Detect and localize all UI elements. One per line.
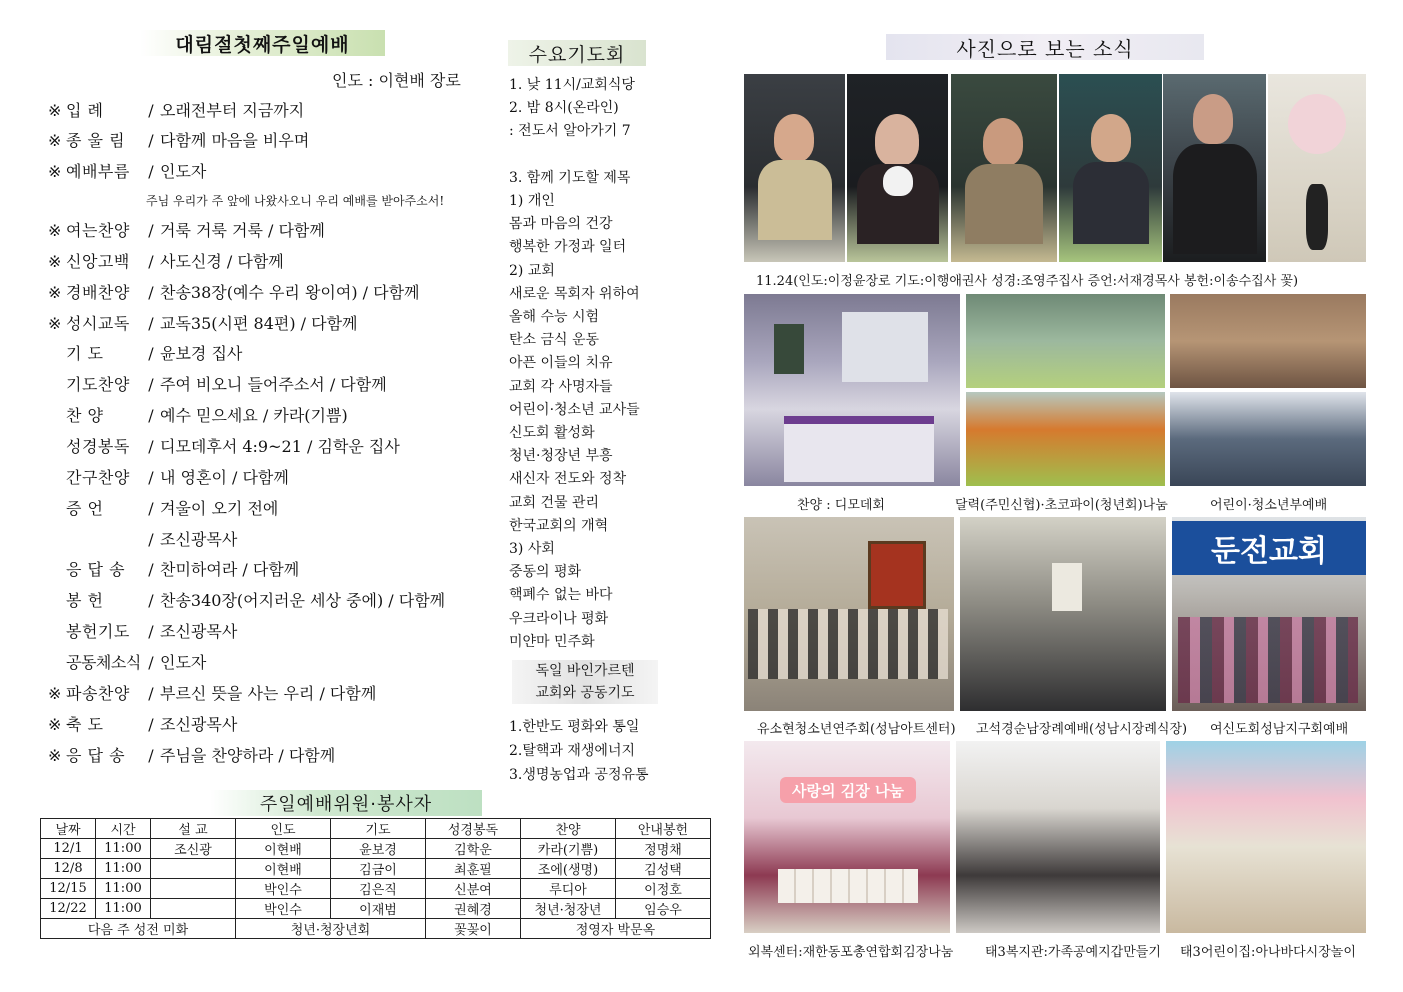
order-row	[48, 681, 376, 704]
order-separator: /	[148, 684, 154, 703]
order-separator: /	[148, 162, 154, 181]
staff-header-cell: 성경봉독	[426, 819, 521, 839]
caption-kids-market: 태3어린이집:아나바다시장놀이	[1180, 945, 1356, 960]
order-label: 종 울 림	[66, 131, 126, 150]
order-text: 겨울이 오기 전에	[160, 499, 279, 518]
order-text: 찬송340장(어지러운 세상 중에) / 다함께	[160, 591, 446, 610]
order-text: 교독35(시편 84편) / 다함께	[160, 314, 358, 333]
photo-calendar-1	[966, 294, 1165, 388]
order-separator: /	[148, 653, 154, 672]
wednesday-line: 몸과 마음의 건강	[509, 216, 613, 233]
order-label: 응 답 송	[66, 746, 126, 765]
order-label: 찬 양	[66, 406, 104, 425]
order-separator: /	[148, 375, 154, 394]
order-mark: ※	[48, 283, 62, 302]
photo-kimjang	[744, 741, 950, 933]
staff-cell: 이현배	[236, 859, 331, 879]
order-separator: /	[148, 746, 154, 765]
order-mark: ※	[48, 684, 62, 703]
staff-table	[40, 818, 711, 939]
order-mark: ※	[48, 252, 62, 271]
staff-cell: 11:00	[96, 859, 151, 879]
staff-cell	[151, 879, 236, 899]
photo-flowers	[1268, 74, 1366, 262]
order-label: 성경봉독	[66, 437, 130, 456]
order-row	[48, 712, 237, 735]
order-mark: ※	[48, 221, 62, 240]
order-separator: /	[148, 314, 154, 333]
photo-chocopie	[966, 392, 1165, 486]
order-text: 다함께 마음을 비우며	[160, 131, 310, 150]
staff-cell: 12/22	[41, 899, 96, 919]
order-label: 예배부름	[66, 162, 130, 181]
order-label: 기 도	[66, 344, 104, 363]
staff-header-cell: 시간	[96, 819, 151, 839]
worship-title: 대림절첫째주일예배	[140, 30, 385, 56]
order-separator: /	[148, 131, 154, 150]
germany-title-1: 독일 바인가르텐	[535, 663, 635, 679]
order-separator: /	[148, 715, 154, 734]
order-text: 찬미하여라 / 다함께	[160, 560, 300, 579]
order-label: 경배찬양	[66, 283, 130, 302]
staff-cell: 조에(생명)	[521, 859, 616, 879]
table-row	[41, 859, 711, 879]
footer-cleaning-team: 청년·청장년회	[236, 919, 426, 939]
order-mark: ※	[48, 162, 62, 181]
order-text: 조신광목사	[160, 715, 238, 734]
staff-cell	[151, 899, 236, 919]
photo-scripture	[951, 74, 1057, 262]
order-separator: /	[148, 283, 154, 302]
photo-kids-market	[1166, 741, 1366, 933]
wednesday-line: 올해 수능 시험	[509, 309, 600, 325]
wednesday-line: 2. 밤 8시(온라인)	[509, 100, 619, 117]
wednesday-line: 교회 각 사명자들	[509, 378, 613, 395]
order-label: 간구찬양	[66, 468, 130, 487]
order-row	[48, 372, 387, 395]
caption-funeral: 고석경순남장례예배(성남시장례식장)	[976, 722, 1188, 737]
order-label: 기도찬양	[66, 375, 130, 394]
staff-cell: 권혜경	[426, 899, 521, 919]
staff-cell: 조신광	[151, 839, 236, 859]
caption-calendar: 달력(주민신협)·초코파이(청년회)나눔	[955, 498, 1168, 513]
wednesday-line: 한국교회의 개혁	[509, 517, 609, 534]
order-text: 부르신 뜻을 사는 우리 / 다함께	[160, 684, 377, 703]
order-row	[48, 159, 206, 182]
staff-cell: 김성택	[616, 859, 711, 879]
staff-cell: 12/1	[41, 839, 96, 859]
order-separator: /	[148, 622, 154, 641]
staff-cell: 임승우	[616, 899, 711, 919]
caption-womens-group: 여신도회성남지구회예배	[1210, 722, 1349, 737]
order-text: 찬송38장(예수 우리 왕이여) / 다함께	[160, 283, 420, 302]
order-row	[48, 465, 289, 488]
staff-table-footer	[41, 919, 711, 939]
photo-concert	[744, 517, 954, 711]
order-text: 오래전부터 지금까지	[160, 101, 305, 120]
staff-cell: 박인수	[236, 879, 331, 899]
order-label: 응 답 송	[66, 560, 126, 579]
order-row	[48, 280, 420, 303]
order-row	[48, 311, 358, 334]
staff-table-header	[41, 819, 711, 839]
staff-cell: 김학운	[426, 839, 521, 859]
order-label: 신앙고백	[66, 252, 130, 271]
staff-cell: 청년·청장년	[521, 899, 616, 919]
order-label: 성시교독	[66, 314, 130, 333]
wednesday-line: 교회 건물 관리	[509, 494, 600, 511]
kimjang-banner: 사랑의 김장 나눔	[780, 777, 916, 803]
photo-funeral	[960, 517, 1166, 711]
caption-youth: 어린이·청소년부예배	[1210, 498, 1328, 513]
staff-cell: 박인수	[236, 899, 331, 919]
order-mark: ※	[48, 101, 62, 120]
order-text: 조신광목사	[160, 530, 238, 549]
order-label: 증 언	[66, 499, 104, 518]
photo-testimony	[1059, 74, 1162, 262]
wednesday-line: 1) 개인	[509, 193, 555, 209]
wednesday-line: 신도회 활성화	[509, 425, 595, 441]
order-label: 여는찬양	[66, 221, 130, 240]
order-label: 입 례	[66, 101, 104, 120]
wednesday-line: 미얀마 민주화	[509, 633, 595, 650]
photo-prayer	[847, 74, 948, 262]
staff-cell: 윤보경	[331, 839, 426, 859]
wednesday-line: 탄소 금식 운동	[509, 332, 600, 349]
table-row	[41, 899, 711, 919]
wednesday-line: 새신자 전도와 정착	[509, 471, 627, 488]
order-row	[48, 557, 299, 580]
order-mark: ※	[48, 715, 62, 734]
order-row	[48, 619, 237, 642]
order-separator: /	[148, 101, 154, 120]
wednesday-title: 수요기도회	[508, 40, 646, 66]
table-row	[41, 879, 711, 899]
order-text: 예수 믿으세요 / 카라(기쁨)	[160, 406, 348, 425]
order-label: 축 도	[66, 715, 104, 734]
staff-cell: 11:00	[96, 839, 151, 859]
wednesday-line: : 전도서 알아가기 7	[509, 123, 631, 140]
church-sign: 둔전교회	[1172, 521, 1366, 575]
photo-leader	[744, 74, 845, 262]
order-row	[48, 527, 237, 550]
staff-cell	[151, 859, 236, 879]
order-separator: /	[148, 344, 154, 363]
order-text: 조신광목사	[160, 622, 238, 641]
order-separator: /	[148, 468, 154, 487]
wednesday-line: 3) 사회	[509, 541, 555, 557]
order-label: 파송찬양	[66, 684, 130, 703]
photo-womens-group	[1172, 517, 1366, 711]
order-row	[48, 98, 304, 121]
order-row	[48, 588, 445, 611]
staff-cell: 이현배	[236, 839, 331, 859]
order-separator: /	[148, 499, 154, 518]
news-title: 사진으로 보는 소식	[886, 34, 1204, 60]
staff-cell: 루디아	[521, 879, 616, 899]
wednesday-line: 1. 낮 11시/교회식당	[509, 77, 635, 93]
staff-cell: 11:00	[96, 899, 151, 919]
footer-flowers-names: 정영자 박문옥	[521, 919, 711, 939]
order-separator: /	[148, 221, 154, 240]
order-label: 공동체소식	[66, 653, 141, 672]
photo-craft	[956, 741, 1160, 933]
order-row	[48, 341, 242, 364]
staff-cell: 정명채	[616, 839, 711, 859]
order-separator: /	[148, 406, 154, 425]
order-row	[48, 496, 278, 519]
staff-header-cell: 기도	[331, 819, 426, 839]
staff-cell: 김금이	[331, 859, 426, 879]
order-label: 봉 헌	[66, 591, 104, 610]
staff-cell: 12/8	[41, 859, 96, 879]
order-separator: /	[148, 530, 154, 549]
photo-offering	[1163, 74, 1266, 262]
staff-header-cell: 인도	[236, 819, 331, 839]
order-text: 사도신경 / 다함께	[160, 252, 284, 271]
worship-leader: 인도 : 이현배 장로	[332, 71, 461, 90]
wednesday-line: 행복한 가정과 일터	[509, 239, 627, 256]
order-text: 디모데후서 4:9~21 / 김학운 집사	[160, 437, 400, 456]
germany-line: 2.탈핵과 재생에너지	[509, 743, 635, 759]
order-text: 거룩 거룩 거룩 / 다함께	[160, 221, 325, 240]
order-row	[48, 218, 325, 241]
table-row	[41, 839, 711, 859]
staff-header-cell: 설 교	[151, 819, 236, 839]
order-row	[48, 650, 206, 673]
staff-cell: 최훈필	[426, 859, 521, 879]
germany-title-2: 교회와 공동기도	[535, 685, 635, 701]
staff-cell: 카라(기쁨)	[521, 839, 616, 859]
wednesday-line: 3. 함께 기도할 제목	[509, 169, 631, 186]
wednesday-line: 중동의 평화	[509, 564, 582, 581]
order-separator: /	[148, 437, 154, 456]
wednesday-line: 아픈 이들의 치유	[509, 355, 613, 372]
order-row	[48, 249, 284, 272]
footer-flowers-label: 꽃꽂이	[426, 919, 521, 939]
photo-choir	[744, 294, 960, 486]
staff-header-cell: 찬양	[521, 819, 616, 839]
wednesday-line: 어린이·청소년 교사들	[509, 401, 640, 418]
staff-cell: 김은직	[331, 879, 426, 899]
germany-partner-box	[512, 660, 658, 704]
germany-line: 1.한반도 평화와 통일	[509, 719, 640, 735]
order-text: 주님을 찬양하라 / 다함께	[160, 746, 336, 765]
photo-youth-1	[1170, 294, 1366, 388]
wednesday-line: 청년·청장년 부흥	[509, 448, 613, 465]
order-text: 인도자	[160, 162, 207, 181]
wednesday-line: 핵폐수 없는 바다	[509, 587, 613, 604]
staff-cell: 11:00	[96, 879, 151, 899]
order-row	[48, 743, 335, 766]
staff-header-cell: 날짜	[41, 819, 96, 839]
order-separator: /	[148, 560, 154, 579]
wednesday-line: 우크라이나 평화	[509, 610, 609, 627]
order-mark: ※	[48, 131, 62, 150]
staff-header-cell: 안내봉헌	[616, 819, 711, 839]
order-mark: ※	[48, 746, 62, 765]
staff-cell: 12/15	[41, 879, 96, 899]
order-separator: /	[148, 591, 154, 610]
caption-sunday-service: 11.24(인도:이정윤장로 기도:이행애권사 성경:조영주집사 증언:서재경목사 봉헌:이송수집사 꽃)	[756, 274, 1299, 289]
order-text: 인도자	[160, 653, 207, 672]
order-separator: /	[148, 252, 154, 271]
footer-cleaning-label: 다음 주 성전 미화	[41, 919, 236, 939]
order-text: 윤보경 집사	[160, 344, 243, 363]
caption-choir: 찬양 : 디모데회	[797, 498, 885, 513]
order-text: 주여 비오니 들어주소서 / 다함께	[160, 375, 387, 394]
call-to-worship-prayer: 주님 우리가 주 앞에 나왔사오니 우리 예배를 받아주소서!	[146, 194, 445, 208]
wednesday-line: 새로운 목회자 위하여	[509, 285, 640, 302]
caption-craft: 태3복지관:가족공예지갑만들기	[985, 945, 1161, 960]
staff-title: 주일예배위원·봉사자	[210, 790, 482, 816]
order-row	[48, 434, 400, 457]
order-mark: ※	[48, 314, 62, 333]
caption-kimjang: 외복센터:재한동포총연합회김장나눔	[748, 945, 954, 960]
photo-youth-2	[1170, 392, 1366, 486]
order-row	[48, 128, 309, 151]
order-row	[48, 403, 348, 426]
caption-concert: 유소현청소년연주회(성남아트센터)	[757, 722, 956, 737]
germany-line: 3.생명농업과 공정유통	[509, 767, 649, 783]
order-label: 봉헌기도	[66, 622, 130, 641]
staff-cell: 이재범	[331, 899, 426, 919]
wednesday-line: 2) 교회	[509, 262, 555, 279]
staff-cell: 이정호	[616, 879, 711, 899]
order-text: 내 영혼이 / 다함께	[160, 468, 289, 487]
staff-cell: 신분여	[426, 879, 521, 899]
